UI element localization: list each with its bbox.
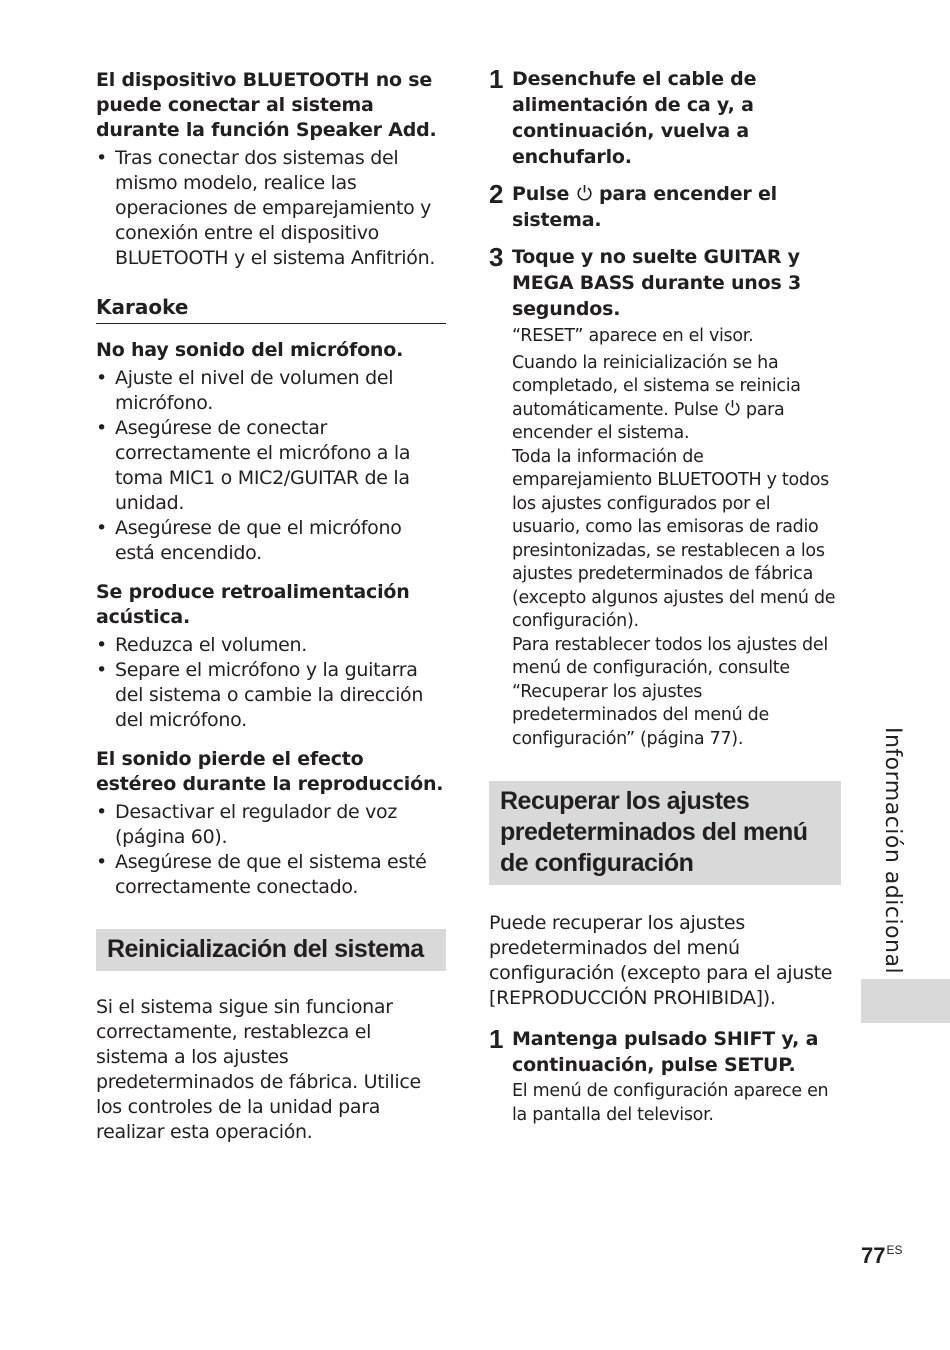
feedback-bullet-list	[96, 633, 446, 733]
list-item: • Reduzca el volumen.	[96, 633, 446, 658]
bt-bullet-list	[96, 146, 446, 271]
reset-step-2	[489, 181, 841, 233]
step-note: El menú de configuración aparece en la pantalla del televisor.	[512, 1081, 829, 1125]
step-instruction	[512, 181, 841, 233]
stereo-bullet-list	[96, 800, 446, 900]
step-note-pre: Cuando la reinicialización se ha completado, el sistema se reinicia automáticamente. Pulse	[512, 352, 801, 420]
list-item: • Desactivar el regulador de voz (página 60).	[96, 800, 446, 850]
feedback-heading: Se produce retroalimentación acústica.	[96, 581, 410, 628]
step-instruction: Mantenga pulsado SHIFT y, a continuación, pulse SETUP.	[512, 1028, 819, 1076]
step-note: Para restablecer todos los ajustes del menú de configuración, consulte “Recuperar los ajustes predeterminados del menú de configuración” (página 77).	[512, 634, 828, 749]
reset-step-3	[489, 244, 841, 751]
power-icon	[724, 399, 741, 417]
reset-intro: Si el sistema sigue sin funcionar correctamente, restablezca el sistema a los ajustes predeterminados de fábrica. Utilice los controles de la unidad para realizar esta operación.	[96, 996, 421, 1143]
power-icon	[576, 183, 593, 201]
step-text-pre: Pulse	[512, 183, 576, 205]
list-item: • Ajuste el nivel de volumen del micrófono.	[96, 366, 446, 416]
karaoke-title: Karaoke	[96, 294, 446, 324]
list-item: • Separe el micrófono y la guitarra del sistema o cambie la dirección del micrófono.	[96, 658, 446, 733]
list-item: • Asegúrese de que el sistema esté correctamente conectado.	[96, 850, 446, 900]
bt-heading: El dispositivo BLUETOOTH no se puede conectar al sistema durante la función Speaker Add.	[96, 69, 437, 141]
step-note: “RESET” aparece en el visor.	[512, 326, 754, 346]
step-number: 3	[489, 242, 504, 272]
page-number	[861, 1243, 903, 1269]
step-instruction: Desenchufe el cable de alimentación de ca y, a continuación, vuelva a enchufarlo.	[512, 68, 757, 168]
list-item: • Asegúrese de que el micrófono está encendido.	[96, 516, 446, 566]
step-number: 2	[489, 179, 504, 209]
step-instruction: Toque y no suelte GUITAR y MEGA BASS durante unos 3 segundos.	[512, 246, 801, 320]
left-column	[96, 66, 446, 1145]
reset-step-1	[489, 66, 841, 170]
step-note-post: para encender el sistema.	[512, 399, 785, 443]
mic-heading: No hay sonido del micrófono.	[96, 339, 404, 361]
mic-bullet-list	[96, 366, 446, 566]
reset-section-title: Reinicialización del sistema	[96, 929, 446, 971]
recover-intro: Puede recuperar los ajustes predeterminados del menú configuración (excepto para el ajuste [REPRODUCCIÓN PROHIBIDA]).	[489, 912, 833, 1009]
step-number: 1	[489, 1024, 504, 1054]
side-tab-marker	[861, 979, 950, 1023]
stereo-heading: El sonido pierde el efecto estéreo durante la reproducción.	[96, 748, 444, 795]
recover-step-1	[489, 1026, 841, 1127]
step-note: Toda la información de emparejamiento BLUETOOTH y todos los ajustes configurados por el usuario, como las emisoras de radio presintonizadas, se restablecen a los ajustes predeterminados de fábrica (excepto algunos ajustes del menú de configuración).	[512, 446, 836, 631]
recover-section-title: Recuperar los ajustes predeterminados del menú de configuración	[489, 781, 841, 885]
right-column	[489, 66, 841, 1127]
step-number: 1	[489, 64, 504, 94]
list-item: • Asegúrese de conectar correctamente el micrófono a la toma MIC1 o MIC2/GUITAR de la unidad.	[96, 416, 446, 516]
step-text-post: para encender el sistema.	[512, 183, 777, 231]
page-language-suffix: ES	[886, 1243, 903, 1257]
step-note	[512, 352, 841, 446]
page-number-value: 77	[861, 1243, 886, 1268]
list-item: • Tras conectar dos sistemas del mismo modelo, realice las operaciones de emparejamiento y conexión entre el dispositivo BLUETOOTH y el sistema Anfitrión.	[96, 146, 446, 271]
side-section-label: Información adicional	[880, 727, 905, 975]
